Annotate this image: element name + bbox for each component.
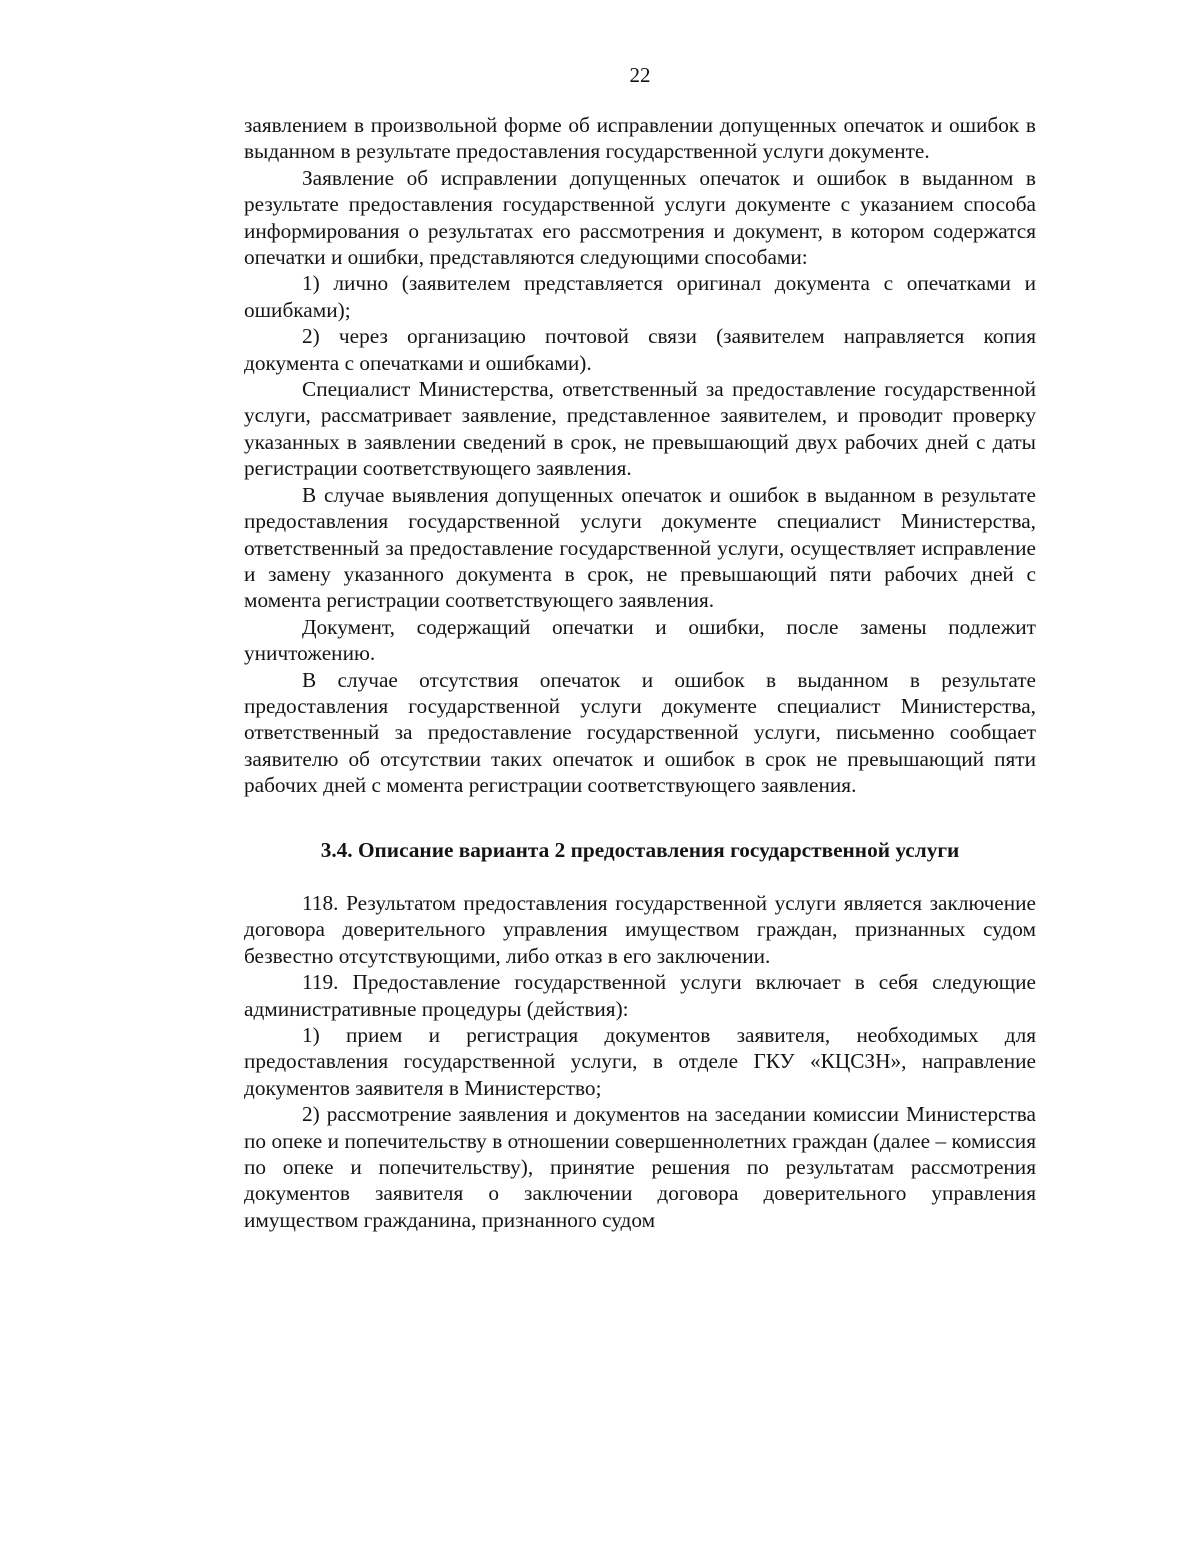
list-item-paragraph: 1) прием и регистрация документов заявителя, необходимых для предоставления государственной услуги, в отделе ГКУ «КЦСЗН», направление документов заявителя в Министерство; <box>244 1023 1036 1100</box>
paragraph: заявлением в произвольной форме об исправлении допущенных опечаток и ошибок в выданном в результате предоставления государственной услуги документе. <box>244 113 1036 164</box>
list-item-paragraph: 2) через организацию почтовой связи (заявителем направляется копия документа с опечатками и ошибками). <box>244 324 1036 375</box>
paragraph: Документ, содержащий опечатки и ошибки, после замены подлежит уничтожению. <box>244 614 1036 666</box>
numbered-paragraph: 119. Предоставление государственной услуги включает в себя следующие административные процедуры (действия): <box>244 970 1036 1021</box>
paragraph: В случае отсутствия опечаток и ошибок в выданном в результате предоставления государственной услуги документе специалист Министерства, ответственный за предоставление государственной услуги, письменно сообщает заявителю об отсутствии таких опечаток и ошибок в срок не превышающий пяти рабочих дней с момента регистрации соответствующего заявления. <box>244 667 1036 798</box>
numbered-paragraph: 118. Результатом предоставления государственной услуги является заключение договора доверительного управления имуществом граждан, признанных судом безвестно отсутствующими, либо отказ в его заключении. <box>244 890 1036 968</box>
page-number: 22 <box>629 63 651 87</box>
document-body <box>244 112 1036 1233</box>
paragraph: Заявление об исправлении допущенных опечаток и ошибок в выданном в результате предоставления государственной услуги документе с указанием способа информирования о результатах его рассмотрения и документ, в котором содержатся опечатки и ошибки, представляются следующими способами: <box>244 165 1036 270</box>
section-heading: 3.4. Описание варианта 2 предоставления государственной услуги <box>320 837 960 862</box>
paragraph: В случае выявления допущенных опечаток и ошибок в выданном в результате предоставления государственной услуги документе специалист Министерства, ответственный за предоставление государственной услуги, осуществляет исправление и замену указанного документа в срок, не превышающий пяти рабочих дней с момента регистрации соответствующего заявления. <box>244 482 1036 613</box>
paragraph: Специалист Министерства, ответственный за предоставление государственной услуги, рассматривает заявление, представленное заявителем, и проводит проверку указанных в заявлении сведений в срок, не превышающий двух рабочих дней с даты регистрации соответствующего заявления. <box>244 377 1036 481</box>
list-item-paragraph: 2) рассмотрение заявления и документов на заседании комиссии Министерства по опеке и попечительству в отношении совершеннолетних граждан (далее – комиссия по опеке и попечительству), принятие решения по результатам рассмотрения документов заявителя о заключении договора доверительного управления имуществом гражданина, признанного судом <box>244 1102 1036 1232</box>
list-item-paragraph: 1) лично (заявителем представляется оригинал документа с опечатками и ошибками); <box>244 271 1036 322</box>
